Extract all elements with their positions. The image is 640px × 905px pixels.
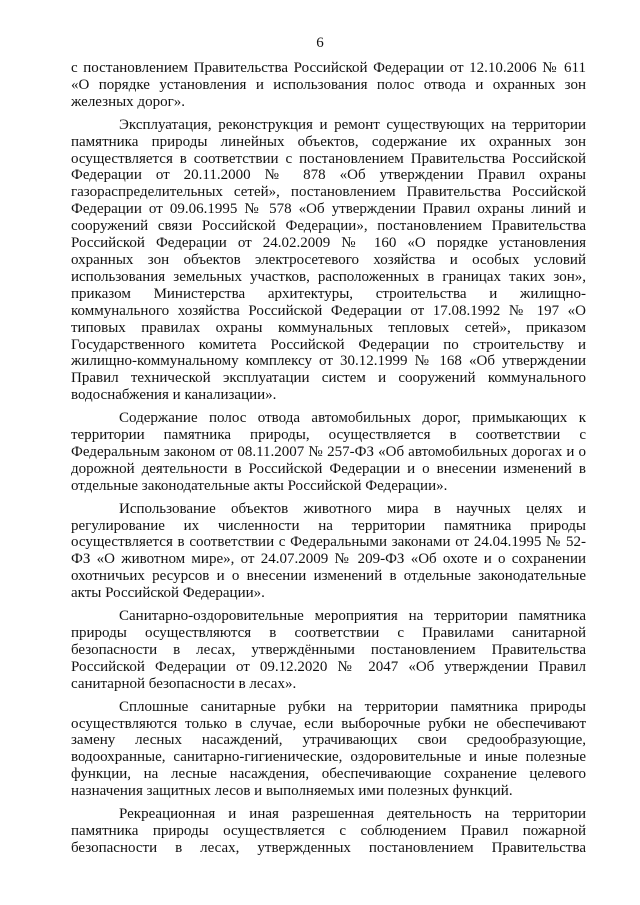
paragraph-road-allotment: Содержание полос отвода автомобильных дорог, примыкающих к территории памятника природы, осуществляется в соответствии с Федеральным законом от 08.11.2007 № 257-ФЗ «Об автомобильных дорогах и о дорожной деятельности в Российской Федерации и о внесении изменений в отдельные законодательные акты Российской Федерации». [71, 410, 586, 494]
paragraph-recreation: Рекреационная и иная разрешенная деятельность на территории памятника природы осуществляется с соблюдением Правил пожарной безопасности в лесах, утвержденных постановлением Правительства [71, 806, 586, 856]
paragraph-wildlife-use: Использование объектов животного мира в научных целях и регулирование их численности на территории памятника природы осуществляется в соответствии с Федеральными законами от 24.04.1995 № 52-ФЗ «О животном мире», от 24.07.2009 № 209-ФЗ «Об охоте и о сохранении охотничьих ресурсов и о внесении изменений в отдельные законодательные акты Российской Федерации». [71, 500, 586, 602]
paragraph-clear-cutting: Сплошные санитарные рубки на территории памятника природы осуществляются только в случае, если выборочные рубки не обеспечивают замену лесных насаждений, утрачивающих свои средообразующие, водоохранные, санитарно-гигиенические, оздоровительные и иные полезные функции, на лесные насаждения, обеспечивающие сохранение целевого назначения защитных лесов и выполняемых ими полезных функций. [71, 698, 586, 800]
paragraph-linear-objects: Эксплуатация, реконструкция и ремонт существующих на территории памятника природы линейных объектов, содержание их охранных зон осуществляется в соответствии с постановлением Правительства Российской Федерации от 20.11.2000 № 878 «Об утверждении Правил охраны газораспределительных сетей», постановлением Правительства Российской Федерации от 09.06.1995 № 578 «Об утверждении Правил охраны линий и сооружений связи Российской Федерации», постановлением Правительства Российской Федерации от 24.02.2009 № 160 «О порядке установления охранных зон объектов электросетевого хозяйства и особых условий использования земельных участков, расположенных в границах таких зон», приказом Министерства архитектуры, строительства и жилищно-коммунального хозяйства Российской Федерации от 17.08.1992 № 197 «О типовых правилах охраны коммунальных тепловых сетей», приказом Государственного комитета Российской Федерации по строительству и жилищно-коммунальному комплексу от 30.12.1999 № 168 «Об утверждении Правил технической эксплуатации систем и сооружений коммунального водоснабжения и канализации». [71, 116, 586, 404]
paragraph-continuation: с постановлением Правительства Российской Федерации от 12.10.2006 № 611 «О порядке установления и использования полос отвода и охранных зон железных дорог». [71, 60, 586, 110]
page-number: 6 [316, 35, 324, 51]
paragraph-sanitary-measures: Санитарно-оздоровительные мероприятия на территории памятника природы осуществляются в соответствии с Правилами санитарной безопасности в лесах, утверждёнными постановлением Правительства Российской Федерации от 09.12.2020 № 2047 «Об утверждении Правил санитарной безопасности в лесах». [71, 608, 586, 692]
document-body [71, 60, 586, 863]
